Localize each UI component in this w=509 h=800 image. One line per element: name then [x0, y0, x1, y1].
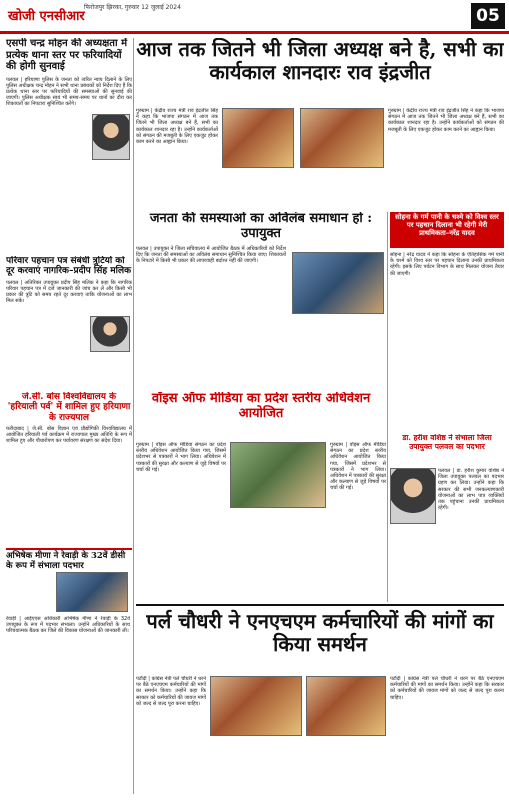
voice-of-media-photo [230, 442, 326, 508]
story-dc-problems-headline: जनता की समस्याओं का अविलंब समाधान हो : उपायुक्त [149, 212, 373, 241]
rao-event-photo-1 [222, 108, 294, 168]
column-rule [387, 212, 388, 602]
page-number: 05 [471, 3, 505, 29]
dc-meeting-photo [292, 252, 384, 314]
column-rule [133, 38, 134, 794]
story-voice-of-media-body-cont: गुरुग्राम | वॉइस ऑफ मीडिया संगठन का प्रदेश स्तरीय अधिवेशन आयोजित किया गया, जिसमें प्रदेशभर से पत्रकारों ने भाग लिया। अधिवेशन में पत्रकारों की सुरक्षा और कल्याण से जुड़े विषयों पर चर्चा की गई। [330, 442, 386, 492]
story-sohna-headline: सोहना के गर्म पानी के चश्मे को विश्व स्तर पर पहचान दिलाना भी रहेगी मेरी प्राथमिकता–नरेंद्र यादव [395, 213, 499, 237]
story-family-id-body: पलवल | अतिरिक्त उपायुक्त प्रदीप सिंह मलिक ने कहा कि नागरिक परिवार पहचान पत्र में दर्ज जानकारी की जांच कर लें और किसी भी प्रकार की त्रुटि को समय रहते दूर करवाएं ताकि योजनाओं का लाभ मिल सके। [6, 279, 132, 305]
harish-vashisht-photo [390, 468, 436, 524]
story-sohna-body [390, 252, 504, 430]
story-rao-inderjit-body: गुरुग्राम | केंद्रीय राज्य मंत्री राव इंद्रजीत सिंह ने कहा कि भाजपा संगठन में आज तक जितने भी जिला अध्यक्ष बने हैं, सभी का कार्यकाल शानदार रहा है। उन्होंने कार्यकर्ताओं को संगठन की मजबूती के लिए एकजुट होकर काम करने का आह्वान किया। [136, 108, 218, 146]
story-voice-of-media [136, 392, 386, 440]
story-pearl-chaudhary-body [136, 676, 206, 796]
masthead [0, 0, 509, 34]
story-pearl-chaudhary-body-cont: पटौदी | कांग्रेस नेत्री पर्ल चौधरी ने धरने पर बैठे एनएचएम कर्मचारियों की मांगों का समर्थन किया। उन्होंने कहा कि सरकार को कर्मचारियों की जायज मांगों को जल्द से जल्द पूरा करना चाहिए। [390, 676, 504, 701]
story-sp-hearing-body: पलवल | हरियाणा पुलिस के जनता को त्वरित न्याय दिलाने के लिए पुलिस अधीक्षक चन्द्र मोहन ने सभी थाना प्रबंधकों को निर्देश दिए हैं कि प्रत्येक थाना स्तर पर फरियादियों की समस्याओं की सुनवाई की जाएगी। पुलिस अधीक्षक स्वयं भी समय-समय पर थानों का दौरा कर शिकायतों का निपटारा सुनिश्चित करेंगे। [6, 76, 132, 108]
story-voice-of-media-body-2 [330, 442, 386, 592]
pearl-chaudhary-photo-2 [306, 676, 386, 736]
story-harish-vashisht [390, 434, 504, 464]
story-voice-of-media-body-text: गुरुग्राम | वॉइस ऑफ मीडिया संगठन का प्रदेश स्तरीय अधिवेशन आयोजित किया गया, जिसमें प्रदेशभर से पत्रकारों ने भाग लिया। अधिवेशन में पत्रकारों की सुरक्षा और कल्याण से जुड़े विषयों पर चर्चा की गई। [136, 442, 226, 473]
story-family-id-headline: परिवार पहचान पत्र संबंधी त्रुटियों को दूर करवाएं नागरिक–प्रदीप सिंह मलिक [6, 256, 131, 277]
story-sp-hearing-headline: एसपी चन्द्र मोहन की अध्यक्षता में प्रत्येक थाना स्तर पर फरियादियों की होगी सुनवाई [6, 38, 128, 72]
story-abhishek-meena-body [6, 616, 130, 796]
story-harish-vashisht-body [438, 468, 504, 598]
story-pearl-chaudhary-body-text: पटौदी | कांग्रेस नेत्री पर्ल चौधरी ने धरने पर बैठे एनएचएम कर्मचारियों की मांगों का समर्थन किया। उन्होंने कहा कि सरकार को कर्मचारियों की जायज मांगों को जल्द से जल्द पूरा करना चाहिए। [136, 676, 206, 707]
sp-photo [92, 114, 130, 160]
story-pearl-chaudhary-body-2 [390, 676, 504, 796]
story-rao-body-right [388, 108, 504, 208]
rao-event-photo-2 [300, 108, 384, 168]
story-abhishek-meena-headline: अभिषेक मीणा ने रेवाड़ी के 32वें डीसी के रूप में संभाला पदभार [6, 551, 126, 571]
story-voice-of-media-body [136, 442, 226, 592]
story-rao-inderjit [136, 38, 504, 104]
story-abhishek-meena-body-text: रेवाड़ी | आईएएस अधिकारी अभिषेक मीणा ने रेवाड़ी के 32वें उपायुक्त के रूप में पदभार संभाला। उन्होंने अधिकारियों के साथ परिचयात्मक बैठक कर जिले की विकास योजनाओं की जानकारी ली। [6, 616, 130, 635]
story-rao-body [136, 108, 218, 208]
story-pearl-chaudhary-headline: पर्ल चौधरी ने एनएचएम कर्मचारियों की मांगों का किया समर्थन [146, 609, 494, 656]
story-dc-problems-body: पलवल | उपायुक्त ने जिला सचिवालय में आयोजित बैठक में अधिकारियों को निर्देश दिए कि जनता की समस्याओं का अविलंब समाधान सुनिश्चित किया जाए। शिकायतों के निपटारे में किसी भी प्रकार की लापरवाही बर्दाश्त नहीं की जाएगी। [136, 245, 286, 265]
newspaper-brand: खोजी एनसीआर [8, 9, 85, 24]
story-jc-bose [6, 392, 132, 542]
story-rao-inderjit-headline: आज तक जितने भी जिला अध्यक्ष बने है, सभी का कार्यकाल शानदारः राव इंद्रजीत [136, 38, 504, 84]
story-sohna-body-text: सोहना | नरेंद्र यादव ने कहा कि सोहना के ऐतिहासिक गर्म पानी के चश्मे को विश्व स्तर पर पहचान दिलाना उनकी प्राथमिकता रहेगी। इसके लिए पर्यटन विभाग के साथ मिलकर योजना तैयार की जाएगी। [390, 252, 504, 277]
story-harish-vashisht-headline: डा. हरीश वशिष्ठ ने संभाला जिला उपायुक्त पलवल का पदभार [402, 434, 492, 451]
story-jc-bose-headline: जे.सी. बोस विश्वविद्यालय के 'हरियाली पर्व' में शामिल हुए हरियाणा के राज्यपाल [7, 392, 131, 423]
story-pearl-chaudhary [136, 604, 504, 670]
abhishek-meena-photo [56, 572, 128, 612]
pearl-chaudhary-photo-1 [210, 676, 302, 736]
adc-photo [90, 316, 130, 352]
issue-meta: फिरोजपुर झिरका, गुरुवार 12 जुलाई 2024 [84, 4, 181, 11]
story-jc-bose-body: फरीदाबाद | जे.सी. बोस विज्ञान एवं प्रौद्योगिकी विश्वविद्यालय में आयोजित हरियाली पर्व कार्यक्रम में राज्यपाल मुख्य अतिथि के रूप में शामिल हुए और पौधारोपण कर पर्यावरण संरक्षण का संदेश दिया। [6, 426, 132, 445]
story-voice-of-media-headline: वॉइस ऑफ मीडिया का प्रदेश स्तरीय अधिवेशन आयोजित [151, 392, 371, 421]
story-harish-vashisht-body-text: पलवल | डा. हरीश कुमार वशिष्ठ ने जिला उपायुक्त पलवल का पदभार ग्रहण कर लिया। उन्होंने कहा कि सरकार की सभी जनकल्याणकारी योजनाओं का लाभ पात्र व्यक्तियों तक पहुंचाना उनकी प्राथमिकता रहेगी। [438, 468, 504, 512]
story-rao-inderjit-body-cont: गुरुग्राम | केंद्रीय राज्य मंत्री राव इंद्रजीत सिंह ने कहा कि भाजपा संगठन में आज तक जितने भी जिला अध्यक्ष बने हैं, सभी का कार्यकाल शानदार रहा है। उन्होंने कार्यकर्ताओं को संगठन की मजबूती के लिए एकजुट होकर काम करने का आह्वान किया। [388, 108, 504, 133]
story-sohna-banner [390, 212, 504, 248]
